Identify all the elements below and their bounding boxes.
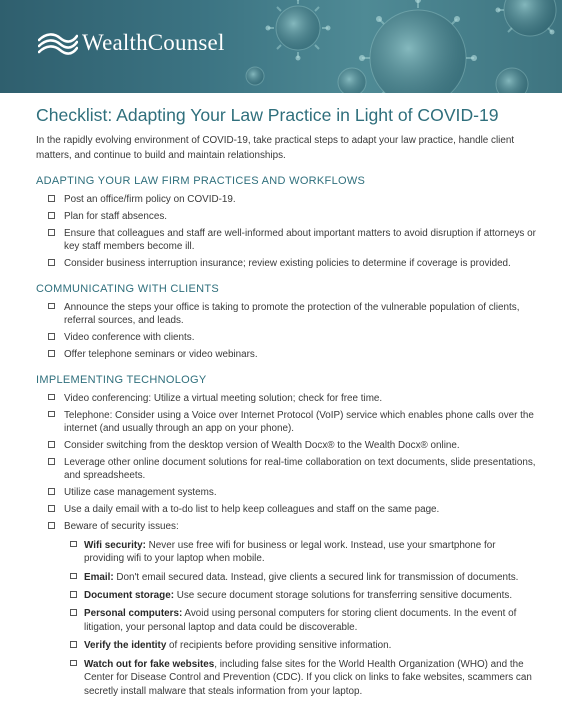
intro-paragraph: In the rapidly evolving environment of COVID-19, take practical steps to adapt your law practice, handle client matters, and continue to build and maintain relationships.: [36, 135, 515, 161]
checklist-item: [36, 301, 536, 328]
checkbox-icon[interactable]: [70, 541, 77, 548]
checkbox-icon[interactable]: [48, 303, 55, 310]
checklist-item-text: Video conferencing: Utilize a virtual meeting solution; check for free time.: [64, 392, 383, 404]
checkbox-icon[interactable]: [48, 350, 55, 357]
checklist-item: [36, 257, 536, 270]
checkbox-icon[interactable]: [70, 573, 77, 580]
security-term: Watch out for fake websites: [84, 658, 215, 670]
checklist-item: [36, 227, 536, 254]
checklist-item: [36, 409, 536, 436]
security-text: Avoid using personal computers for storing client documents. In the event of litigation, your personal laptop and data could be discoverable.: [84, 608, 517, 633]
checklist-technology: [36, 392, 536, 698]
checklist-practices: [36, 193, 536, 271]
checkbox-icon[interactable]: [70, 591, 77, 598]
security-item: [36, 589, 536, 602]
security-text: Never use free wifi for business or legal work. Instead, use your smartphone for providing wifi to your laptop when mobile.: [84, 539, 496, 565]
security-item: [36, 571, 536, 584]
checkbox-icon[interactable]: [48, 522, 55, 529]
security-term: Wifi security:: [84, 539, 146, 551]
wealthcounsel-logo: [38, 30, 225, 56]
checklist-item-text: Plan for staff absences.: [64, 211, 168, 222]
checklist-item-text: Ensure that colleagues and staff are well-informed about important matters to avoid disruption if attorneys or key staff members become ill.: [64, 228, 536, 253]
checklist-item-text: Utilize case management systems.: [64, 487, 217, 499]
security-text: , including false sites for the World Health Organization (WHO) and the Center for Disease Control and Prevention (CDC). If you click on links to fake websites, scammers can secretly install malware that steals information from your laptop.: [84, 658, 532, 697]
page-title: Checklist: Adapting Your Law Practice in Light of COVID-19: [36, 105, 499, 125]
checklist-item: [36, 193, 536, 206]
checkbox-icon[interactable]: [48, 505, 55, 512]
checkbox-icon[interactable]: [48, 229, 55, 236]
checkbox-icon[interactable]: [48, 488, 55, 495]
security-item: [36, 658, 536, 698]
checklist-item-text: Announce the steps your office is taking to promote the protection of the vulnerable population of clients, referral sources, and leads.: [64, 301, 520, 327]
checklist-clients: [36, 301, 536, 362]
checkbox-icon[interactable]: [48, 195, 55, 202]
checkbox-icon[interactable]: [48, 411, 55, 418]
logo-text: WealthCounsel: [82, 30, 225, 55]
checklist-item-text: Leverage other online document solutions for real-time collaboration on text documents, slide presentations, and spreadsheets.: [64, 457, 536, 482]
checklist-item-text: Telephone: Consider using a Voice over Internet Protocol (VoIP) service which enables phone calls over the internet (and usually through an app on your phone).: [64, 409, 534, 435]
wave-logo-icon: [38, 30, 78, 56]
checklist-item: [36, 439, 536, 452]
security-sublist: [36, 539, 536, 698]
section-heading-clients: COMMUNICATING WITH CLIENTS: [36, 282, 219, 295]
checkbox-icon[interactable]: [48, 441, 55, 448]
checkbox-icon[interactable]: [70, 641, 77, 648]
security-item: [36, 639, 536, 652]
checkbox-icon[interactable]: [48, 458, 55, 465]
checklist-item-text: Consider switching from the desktop version of Wealth Docx® to the Wealth Docx® online.: [64, 440, 460, 452]
checklist-item: [36, 348, 536, 361]
security-text: Use secure document storage solutions for transferring sensitive documents.: [173, 590, 513, 602]
security-item: [36, 539, 536, 566]
security-text: Don't email secured data. Instead, give clients a secured link for transmission of documents.: [113, 571, 519, 583]
checklist-item-text: Consider business interruption insurance; review existing policies to determine if coverage is provided.: [64, 258, 511, 270]
checkbox-icon[interactable]: [48, 259, 55, 266]
checklist-item-text: Use a daily email with a to-do list to help keep colleagues and staff on the same page.: [64, 504, 440, 516]
checklist-item-text: Offer telephone seminars or video webinars.: [64, 349, 258, 361]
checkbox-icon[interactable]: [48, 394, 55, 401]
security-term: Personal computers:: [84, 608, 183, 620]
checkbox-icon[interactable]: [48, 333, 55, 340]
checklist-item: [36, 520, 536, 697]
header-banner: [0, 0, 562, 93]
security-term: Document storage:: [84, 590, 174, 602]
security-term: Verify the identity: [84, 640, 167, 652]
checklist-item: [36, 486, 536, 499]
checklist-item: [36, 392, 536, 405]
checkbox-icon[interactable]: [70, 660, 77, 667]
checkbox-icon[interactable]: [48, 212, 55, 219]
security-item: [36, 607, 536, 634]
checklist-item: [36, 331, 536, 344]
section-heading-practices: ADAPTING YOUR LAW FIRM PRACTICES AND WORKFLOWS: [36, 175, 366, 187]
checklist-item: [36, 456, 536, 483]
section-heading-technology: IMPLEMENTING TECHNOLOGY: [36, 373, 207, 386]
checklist-item-text: Video conference with clients.: [64, 332, 195, 344]
document-body: [36, 104, 536, 703]
checklist-item: [36, 210, 536, 223]
checklist-item-text: Beware of security issues:: [64, 521, 179, 533]
security-text: of recipients before providing sensitive information.: [166, 640, 392, 652]
security-term: Email:: [84, 571, 114, 583]
checklist-item-text: Post an office/firm policy on COVID-19.: [64, 194, 236, 205]
checklist-item: [36, 503, 536, 516]
checkbox-icon[interactable]: [70, 609, 77, 616]
